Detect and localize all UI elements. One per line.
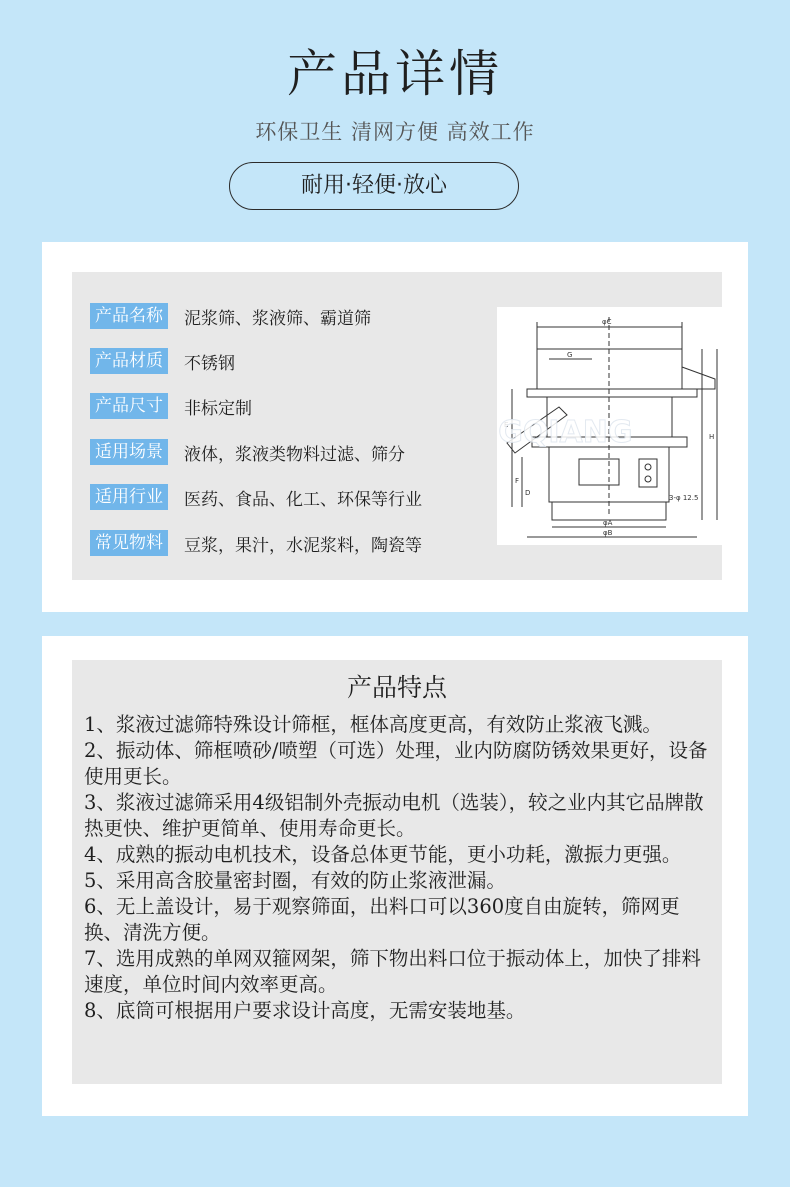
feature-item: 7、选用成熟的单网双箍网架，筛下物出料口位于振动体上，加快了排料速度，单位时间内效率更高。: [84, 947, 701, 996]
spec-row-materials: [90, 530, 422, 556]
dim-label: D: [525, 489, 531, 497]
page-subtitle: 环保卫生 清网方便 高效工作: [255, 120, 535, 144]
spec-label: 产品名称: [90, 303, 168, 329]
spec-row-size: [90, 393, 252, 419]
spec-value: 医药、食品、化工、环保等行业: [184, 489, 422, 510]
spec-card: [42, 242, 748, 612]
dim-label: E: [504, 421, 509, 429]
feature-item: 4、成熟的振动电机技术，设备总体更节能，更小功耗，激振力更强。: [84, 843, 682, 866]
spec-row-material: [90, 348, 235, 374]
spec-value: 不锈钢: [184, 353, 235, 374]
dim-label: G: [567, 351, 573, 359]
dim-label: 3-φ 12.5: [669, 494, 699, 502]
spec-label: 常见物料: [90, 530, 168, 556]
spec-value: 非标定制: [184, 398, 252, 419]
feature-item: 1、浆液过滤筛特殊设计筛框，框体高度更高，有效防止浆液飞溅。: [84, 713, 662, 736]
sieve-diagram: [497, 307, 727, 545]
sieve-drawing: [497, 307, 727, 545]
spec-row-scene: [90, 439, 405, 465]
dim-label: F: [515, 477, 520, 485]
spec-value: 豆浆，果汁，水泥浆料，陶瓷等: [184, 535, 422, 556]
dim-label: φC: [602, 318, 612, 326]
watermark-logo: GQIANG: [498, 415, 633, 450]
spec-row-industry: [90, 484, 422, 510]
dim-label: H: [709, 433, 715, 441]
spec-row-name: [90, 303, 371, 329]
spec-label: 适用场景: [90, 439, 168, 465]
features-title: 产品特点: [346, 673, 447, 702]
dim-label: φA: [603, 519, 613, 527]
feature-item: 2、振动体、筛框喷砂/喷塑（可选）处理，业内防腐防锈效果更好，设备使用更长。: [84, 739, 708, 788]
feature-item: 6、无上盖设计，易于观察筛面，出料口可以360度自由旋转，筛网更换、清洗方便。: [84, 895, 680, 944]
spec-label: 产品尺寸: [90, 393, 168, 419]
features-panel: [72, 660, 722, 1084]
features-list: [84, 712, 718, 1024]
feature-item: 5、采用高含胶量密封圈，有效的防止浆液泄漏。: [84, 869, 506, 892]
spec-panel: [72, 272, 722, 580]
dim-label: φB: [603, 529, 613, 537]
page-title: 产品详情: [287, 45, 503, 103]
spec-value: 液体，浆液类物料过滤、筛分: [184, 444, 405, 465]
features-card: [42, 636, 748, 1116]
spec-value: 泥浆筛、浆液筛、霸道筛: [184, 308, 371, 329]
spec-label: 适用行业: [90, 484, 168, 510]
spec-label: 产品材质: [90, 348, 168, 374]
feature-item: 3、浆液过滤筛采用4级铝制外壳振动电机（选装），较之业内其它品牌散热更快、维护更简单、使用寿命更长。: [84, 791, 704, 840]
slogan-pill: 耐用·轻便·放心: [229, 162, 519, 210]
feature-item: 8、底筒可根据用户要求设计高度，无需安装地基。: [84, 999, 526, 1022]
